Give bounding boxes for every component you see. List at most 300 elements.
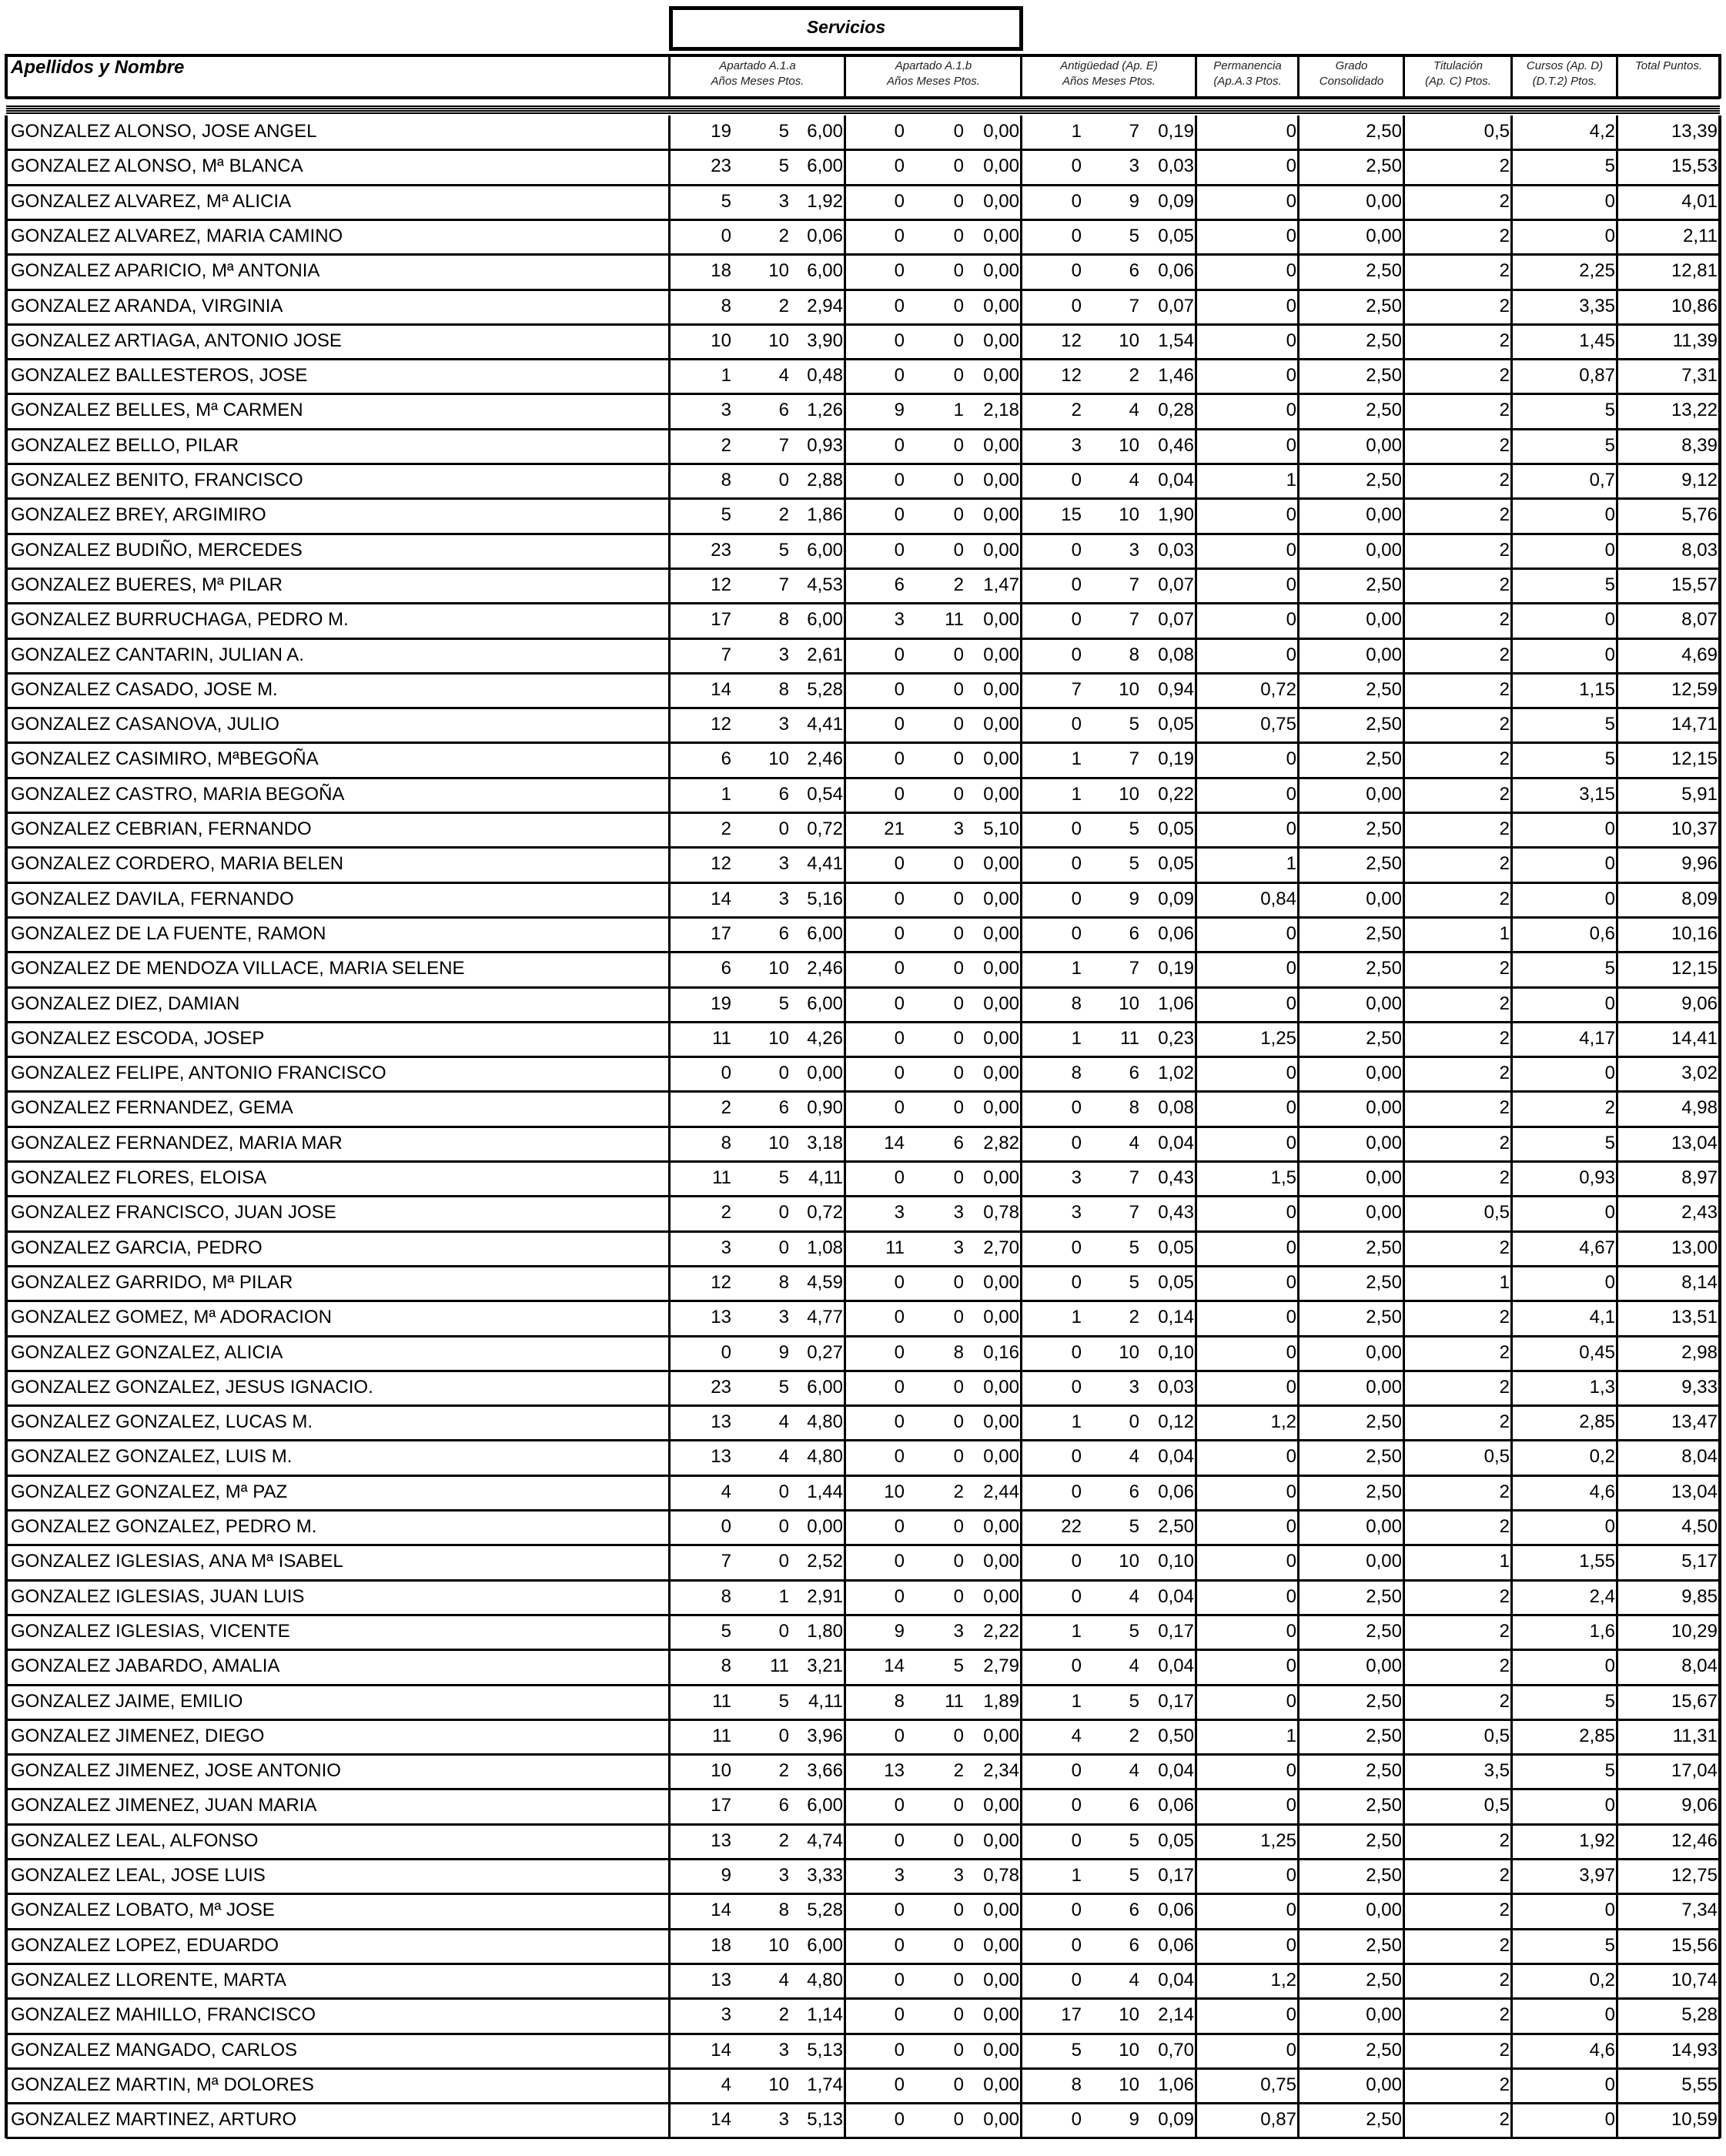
row-value: 1,14	[807, 2004, 843, 2026]
row-value: 2,85	[1579, 1411, 1615, 1433]
row-value: 5	[1604, 748, 1615, 770]
row-name: GONZALEZ JABARDO, AMALIA	[11, 1656, 280, 1677]
row-value: 3	[1071, 1167, 1082, 1188]
row-value: 0,27	[807, 1341, 843, 1363]
row-value: 9,12	[1681, 470, 1718, 490]
row-value: 0,00	[983, 1063, 1019, 1084]
row-value: 0	[1286, 1376, 1296, 1398]
row-value: 0,00	[983, 1551, 1019, 1572]
row-value: 2,50	[1366, 678, 1402, 700]
row-value: 1	[1499, 1551, 1510, 1572]
row-value: 11,31	[1672, 1725, 1718, 1746]
row-value: 0	[1071, 1237, 1082, 1258]
row-value: 2	[1499, 539, 1510, 561]
row-value: 0	[894, 1271, 905, 1293]
row-value: 5,28	[807, 678, 843, 700]
column-header-tit-line-1: Titulación	[1433, 59, 1483, 72]
row-value: 0,00	[1366, 1656, 1402, 1677]
row-name: GONZALEZ CEBRIAN, FERNANDO	[11, 819, 312, 839]
row-value: 2,4	[1589, 1585, 1615, 1607]
row-value: 2,88	[807, 470, 843, 490]
row-value: 0	[1604, 504, 1615, 526]
row-value: 1,54	[1158, 330, 1194, 351]
row-value: 8	[721, 1585, 731, 1607]
row-value: 0,5	[1483, 1795, 1510, 1816]
row-value: 3	[1129, 156, 1139, 177]
row-value: 1	[1286, 470, 1296, 490]
row-value: 3	[778, 888, 789, 909]
column-header-a1b-line-2: Años Meses Ptos.	[887, 75, 980, 88]
row-value: 0,09	[1158, 190, 1194, 212]
row-value: 0,00	[983, 748, 1019, 770]
row-value: 0,05	[1158, 1237, 1194, 1258]
row-value: 4	[1129, 1446, 1139, 1468]
row-value: 3,18	[807, 1132, 843, 1153]
row-value: 3	[1071, 1202, 1082, 1224]
row-value: 0	[894, 1900, 905, 1921]
row-value: 2,50	[1366, 1725, 1402, 1746]
row-value: 0,54	[807, 783, 843, 805]
row-value: 0	[1286, 783, 1296, 805]
row-value: 0	[1071, 470, 1082, 490]
row-name: GONZALEZ DAVILA, FERNANDO	[11, 888, 294, 909]
row-value: 5	[1604, 574, 1615, 595]
row-value: 9	[894, 400, 905, 421]
row-value: 2	[1129, 1307, 1139, 1328]
row-value: 0,00	[983, 1307, 1019, 1328]
row-value: 6	[1129, 1900, 1139, 1921]
row-value: 0,00	[1366, 1202, 1402, 1224]
row-name: GONZALEZ LOPEZ, EDUARDO	[11, 1934, 279, 1956]
row-value: 0	[1071, 156, 1082, 177]
row-value: 12	[711, 714, 731, 735]
row-value: 0	[1286, 400, 1296, 421]
row-value: 0,00	[1366, 609, 1402, 631]
row-value: 9	[778, 1341, 789, 1363]
header-bottom-rule	[6, 96, 1720, 99]
row-value: 1	[1071, 1307, 1082, 1328]
row-value: 0,48	[807, 365, 843, 387]
row-name: GONZALEZ ALONSO, JOSE ANGEL	[11, 121, 317, 142]
row-name: GONZALEZ CASANOVA, JULIO	[11, 714, 279, 735]
row-value: 0,00	[1366, 504, 1402, 526]
row-value: 0	[894, 1341, 905, 1363]
name-column-header: Apellidos y Nombre	[11, 57, 185, 78]
row-value: 0	[1286, 1271, 1296, 1293]
row-value: 1,25	[1260, 1027, 1296, 1049]
row-value: 6	[1129, 1063, 1139, 1084]
row-value: 4,98	[1681, 1097, 1718, 1119]
row-value: 0,00	[983, 1097, 1019, 1119]
row-value: 0,19	[1158, 748, 1194, 770]
row-value: 5,76	[1681, 504, 1718, 526]
row-value: 0,00	[1366, 2004, 1402, 2026]
row-value: 3	[894, 1865, 905, 1886]
row-value: 0,16	[983, 1341, 1019, 1363]
row-value: 1	[778, 1585, 789, 1607]
row-value: 7	[1071, 678, 1082, 700]
row-value: 12,15	[1671, 748, 1718, 770]
row-value: 14	[711, 2039, 731, 2061]
row-value: 8,14	[1681, 1271, 1718, 1293]
row-value: 5,28	[1681, 2004, 1718, 2026]
row-value: 0	[1286, 1481, 1296, 1502]
row-name: GONZALEZ APARICIO, Mª ANTONIA	[11, 260, 320, 282]
row-value: 12	[711, 853, 731, 875]
servicios-group-title: Servicios	[669, 6, 1023, 51]
row-value: 2	[1071, 400, 1082, 421]
row-value: 15,67	[1671, 1690, 1718, 1712]
row-name: GONZALEZ DIEZ, DAMIAN	[11, 993, 240, 1014]
row-value: 10	[768, 2074, 789, 2095]
row-value: 0	[1286, 922, 1296, 944]
row-value: 2,50	[1366, 1760, 1402, 1782]
row-value: 0,05	[1158, 1271, 1194, 1293]
header-column-divider	[1510, 54, 1513, 99]
row-value: 5	[1604, 400, 1615, 421]
row-name: GONZALEZ BREY, ARGIMIRO	[11, 504, 266, 526]
row-value: 0	[953, 748, 964, 770]
row-value: 10	[884, 1481, 905, 1502]
row-value: 0,00	[983, 714, 1019, 735]
row-value: 0,04	[1158, 1132, 1194, 1153]
row-value: 10	[768, 260, 789, 282]
row-name: GONZALEZ JIMENEZ, JUAN MARIA	[11, 1795, 317, 1816]
row-value: 0,00	[983, 1725, 1019, 1746]
row-value: 0	[894, 714, 905, 735]
row-value: 8	[721, 470, 731, 490]
row-value: 0,00	[983, 1795, 1019, 1816]
row-value: 0	[1286, 1237, 1296, 1258]
row-value: 0,14	[1158, 1307, 1194, 1328]
row-value: 0	[894, 504, 905, 526]
row-value: 0	[953, 2074, 964, 2095]
row-value: 4,74	[807, 1830, 843, 1851]
row-value: 0,00	[983, 190, 1019, 212]
row-value: 13,04	[1671, 1481, 1718, 1502]
row-value: 0	[894, 2004, 905, 2026]
row-value: 14	[711, 888, 731, 909]
row-value: 5	[1129, 1620, 1139, 1642]
row-value: 14	[884, 1132, 905, 1153]
row-value: 0,00	[983, 504, 1019, 526]
row-value: 0,00	[983, 1969, 1019, 1990]
row-value: 0,00	[983, 434, 1019, 456]
header-column-divider	[1718, 54, 1721, 99]
row-value: 13	[711, 1307, 731, 1328]
row-value: 12,81	[1671, 260, 1718, 282]
row-value: 0	[1286, 609, 1296, 631]
row-value: 1	[1286, 1725, 1296, 1746]
row-value: 12,75	[1671, 1865, 1718, 1886]
row-name: GONZALEZ MARTINEZ, ARTURO	[11, 2109, 297, 2131]
row-value: 0	[894, 1376, 905, 1398]
row-value: 5	[721, 190, 731, 212]
row-value: 6	[721, 958, 731, 979]
row-value: 2	[1499, 365, 1510, 387]
row-value: 0,06	[1158, 260, 1194, 282]
row-value: 0	[1286, 1341, 1296, 1363]
row-value: 3	[778, 853, 789, 875]
row-value: 6,00	[807, 993, 843, 1014]
row-value: 8,97	[1681, 1167, 1718, 1188]
row-value: 6	[894, 574, 905, 595]
row-name: GONZALEZ MAHILLO, FRANCISCO	[11, 2004, 316, 2026]
row-value: 0	[953, 330, 964, 351]
row-value: 14,41	[1671, 1027, 1718, 1049]
row-value: 0,00	[1366, 1900, 1402, 1921]
row-value: 2	[1129, 1725, 1139, 1746]
row-value: 6,00	[807, 539, 843, 561]
row-value: 2	[1499, 1585, 1510, 1607]
row-value: 2	[1499, 853, 1510, 875]
row-value: 2	[1499, 1865, 1510, 1886]
row-value: 0	[1071, 1934, 1082, 1956]
row-value: 1,6	[1589, 1620, 1615, 1642]
row-value: 0	[953, 1551, 964, 1572]
row-value: 7	[1129, 958, 1139, 979]
row-value: 0	[953, 260, 964, 282]
row-value: 0,43	[1158, 1202, 1194, 1224]
row-value: 0,72	[807, 1202, 843, 1224]
row-name: GONZALEZ BELLO, PILAR	[11, 434, 239, 456]
row-value: 0,00	[983, 2109, 1019, 2131]
row-value: 5,16	[807, 888, 843, 909]
row-value: 0,7	[1589, 470, 1615, 490]
row-value: 1	[1071, 1027, 1082, 1049]
row-value: 9	[1129, 190, 1139, 212]
row-value: 2,25	[1579, 260, 1615, 282]
row-value: 17	[711, 609, 731, 631]
row-value: 11	[945, 609, 964, 631]
row-value: 0,07	[1158, 295, 1194, 316]
row-value: 0	[1604, 609, 1615, 631]
row-value: 0	[894, 121, 905, 142]
row-value: 23	[711, 156, 731, 177]
row-name: GONZALEZ MANGADO, CARLOS	[11, 2039, 298, 2061]
row-value: 13,51	[1671, 1307, 1718, 1328]
row-value: 0	[1071, 1551, 1082, 1572]
row-value: 6	[778, 1097, 789, 1119]
row-value: 0,72	[1260, 678, 1296, 700]
row-value: 12	[711, 574, 731, 595]
row-value: 4	[1129, 1585, 1139, 1607]
row-value: 0	[1286, 1934, 1296, 1956]
row-value: 0	[953, 1585, 964, 1607]
row-name: GONZALEZ JIMENEZ, DIEGO	[11, 1725, 265, 1746]
row-value: 8,04	[1681, 1656, 1718, 1677]
row-value: 2	[1499, 1481, 1510, 1502]
row-value: 0	[1286, 2004, 1296, 2026]
row-value: 10	[1119, 1551, 1139, 1572]
row-value: 2,91	[807, 1585, 843, 1607]
row-value: 0	[1071, 260, 1082, 282]
row-value: 3	[778, 644, 789, 665]
row-value: 15,56	[1671, 1934, 1718, 1956]
row-name: GONZALEZ CORDERO, MARIA BELEN	[11, 853, 344, 875]
row-value: 0	[953, 1063, 964, 1084]
row-value: 17,04	[1671, 1760, 1718, 1782]
row-name: GONZALEZ DE MENDOZA VILLACE, MARIA SELENE	[11, 958, 465, 979]
row-value: 8	[721, 295, 731, 316]
row-value: 0	[1604, 819, 1615, 839]
row-value: 0,22	[1158, 783, 1194, 805]
row-value: 3	[953, 1865, 964, 1886]
row-value: 4	[1129, 1969, 1139, 1990]
row-name: GONZALEZ GONZALEZ, LUCAS M.	[11, 1411, 313, 1433]
column-header-cursos-line-2: (D.T.2) Ptos.	[1532, 75, 1597, 88]
row-value: 1,45	[1579, 330, 1615, 351]
row-value: 0,00	[983, 993, 1019, 1014]
row-value: 0,03	[1158, 156, 1194, 177]
row-value: 4,11	[808, 1167, 843, 1188]
row-value: 4	[778, 1969, 789, 1990]
row-value: 1	[1071, 1865, 1082, 1886]
row-name: GONZALEZ ALVAREZ, Mª ALICIA	[11, 190, 292, 212]
row-name: GONZALEZ ALVAREZ, MARIA CAMINO	[11, 225, 343, 246]
row-value: 0,06	[1158, 1934, 1194, 1956]
row-value: 0	[1129, 1411, 1139, 1433]
row-value: 0	[721, 1516, 731, 1537]
row-value: 2,50	[1366, 1620, 1402, 1642]
row-value: 0	[894, 1307, 905, 1328]
row-value: 0,00	[983, 1027, 1019, 1049]
row-value: 0	[1286, 1132, 1296, 1153]
row-value: 0,00	[983, 783, 1019, 805]
row-value: 0,04	[1158, 1969, 1194, 1990]
row-value: 2,50	[1366, 1237, 1402, 1258]
row-value: 12	[711, 1271, 731, 1293]
row-value: 3	[953, 1237, 964, 1258]
row-value: 2	[721, 1202, 731, 1224]
row-value: 2,11	[1683, 225, 1718, 246]
row-name: GONZALEZ CANTARIN, JULIAN A.	[11, 644, 304, 665]
row-value: 2	[1499, 1934, 1510, 1956]
row-value: 8	[953, 1341, 964, 1363]
row-name: GONZALEZ FRANCISCO, JUAN JOSE	[11, 1202, 336, 1224]
row-value: 0,04	[1158, 1585, 1194, 1607]
row-value: 1,92	[807, 190, 843, 212]
row-value: 0	[953, 1167, 964, 1188]
column-header-ant-line-1: Antigüedad (Ap. E)	[1060, 59, 1158, 72]
row-value: 0	[894, 2074, 905, 2095]
row-value: 0	[953, 1795, 964, 1816]
row-name: GONZALEZ IGLESIAS, VICENTE	[11, 1620, 290, 1642]
row-value: 13,39	[1671, 121, 1718, 142]
row-value: 0	[953, 1376, 964, 1398]
row-value: 0,00	[1366, 225, 1402, 246]
row-value: 0,06	[1158, 1795, 1194, 1816]
row-value: 18	[711, 260, 731, 282]
row-value: 4	[1071, 1725, 1082, 1746]
row-value: 0	[1286, 156, 1296, 177]
row-value: 4,1	[1589, 1307, 1615, 1328]
row-value: 3	[953, 1620, 964, 1642]
row-value: 2,82	[983, 1132, 1019, 1153]
row-value: 0	[953, 922, 964, 944]
row-name: GONZALEZ BUDIÑO, MERCEDES	[11, 539, 303, 561]
row-value: 2	[1499, 470, 1510, 490]
row-value: 3	[778, 714, 789, 735]
row-value: 0	[778, 1237, 789, 1258]
row-value: 3	[1129, 1376, 1139, 1398]
row-value: 12	[1061, 365, 1082, 387]
row-value: 0,00	[983, 470, 1019, 490]
row-value: 5,13	[807, 2039, 843, 2061]
row-value: 13,04	[1671, 1132, 1718, 1153]
row-value: 2,98	[1681, 1341, 1718, 1363]
row-value: 0	[953, 156, 964, 177]
row-value: 0	[953, 365, 964, 387]
row-value: 2	[721, 1097, 731, 1119]
row-value: 2	[721, 434, 731, 456]
row-value: 4,26	[807, 1027, 843, 1049]
row-value: 2	[1499, 644, 1510, 665]
row-value: 0	[1286, 1900, 1296, 1921]
row-name: GONZALEZ IGLESIAS, ANA Mª ISABEL	[11, 1551, 343, 1572]
row-name: GONZALEZ LEAL, ALFONSO	[11, 1830, 259, 1851]
row-value: 19	[711, 121, 731, 142]
row-value: 0	[953, 1411, 964, 1433]
row-value: 21	[884, 819, 905, 839]
row-value: 14	[711, 678, 731, 700]
row-name: GONZALEZ GONZALEZ, PEDRO M.	[11, 1516, 317, 1537]
row-value: 0	[1286, 225, 1296, 246]
row-value: 0	[894, 1934, 905, 1956]
row-name: GONZALEZ LOBATO, Mª JOSE	[11, 1900, 275, 1921]
row-value: 2	[1499, 714, 1510, 735]
row-value: 1,02	[1158, 1063, 1194, 1084]
row-value: 0	[953, 225, 964, 246]
row-value: 2,50	[1366, 1830, 1402, 1851]
row-value: 2,79	[983, 1656, 1019, 1677]
row-value: 0,00	[807, 1063, 843, 1084]
row-value: 10	[1119, 993, 1139, 1014]
row-value: 13	[711, 1830, 731, 1851]
row-value: 4	[1129, 1760, 1139, 1782]
row-value: 12,15	[1671, 958, 1718, 979]
row-value: 0,75	[1260, 714, 1296, 735]
row-value: 0,5	[1483, 121, 1510, 142]
row-value: 5	[778, 1376, 789, 1398]
row-value: 6,00	[807, 121, 843, 142]
row-value: 2	[1499, 1516, 1510, 1537]
row-name: GONZALEZ BALLESTEROS, JOSE	[11, 365, 308, 387]
row-value: 0,06	[1158, 1900, 1194, 1921]
row-value: 0	[953, 2039, 964, 2061]
row-value: 3,15	[1579, 783, 1615, 805]
row-value: 3	[721, 400, 731, 421]
row-value: 0,00	[983, 1830, 1019, 1851]
row-value: 10	[768, 1027, 789, 1049]
row-value: 0,78	[983, 1865, 1019, 1886]
row-value: 0,00	[983, 1271, 1019, 1293]
row-value: 1	[1499, 922, 1510, 944]
row-value: 0,04	[1158, 1760, 1194, 1782]
row-value: 2,46	[807, 748, 843, 770]
row-value: 5	[1129, 1690, 1139, 1712]
row-value: 0,05	[1158, 819, 1194, 839]
row-value: 2	[1499, 504, 1510, 526]
row-value: 6,00	[807, 1795, 843, 1816]
row-value: 0	[1286, 1202, 1296, 1224]
row-value: 7	[1129, 1167, 1139, 1188]
row-value: 2,22	[983, 1620, 1019, 1642]
row-value: 0,00	[983, 2074, 1019, 2095]
row-value: 0	[1604, 1900, 1615, 1921]
row-value: 2,34	[983, 1760, 1019, 1782]
row-value: 3	[721, 1237, 731, 1258]
